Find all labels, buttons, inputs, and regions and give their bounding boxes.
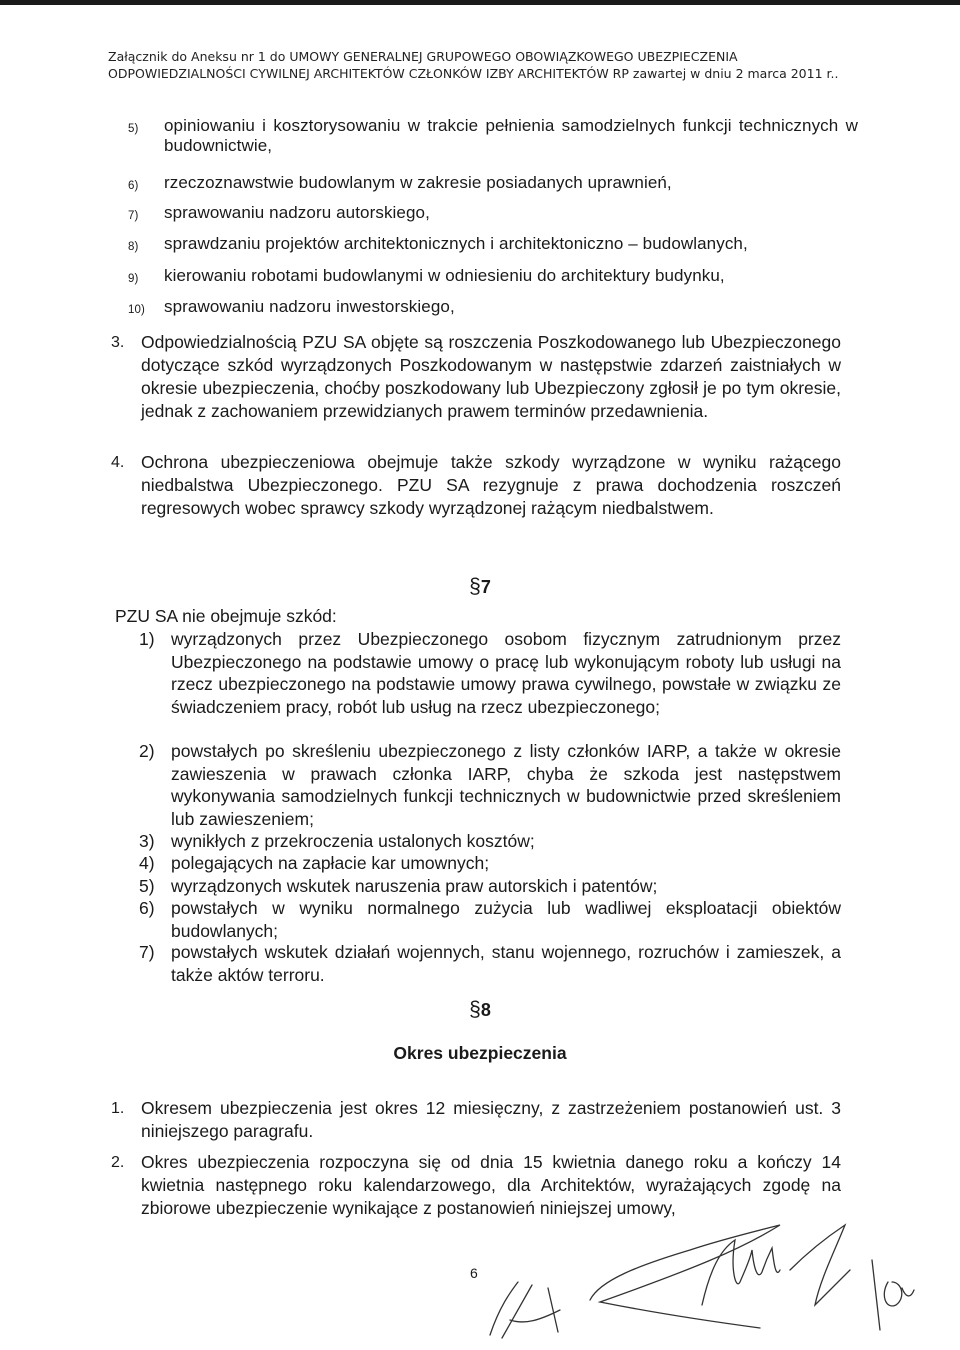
paragraph-text: Okresem ubezpieczenia jest okres 12 miesięczny, z zastrzeżeniem postanowień ust. 3 niniejszego paragrafu. <box>141 1098 841 1141</box>
list-item-text: sprawowaniu nadzoru inwestorskiego, <box>164 297 455 316</box>
list-item <box>115 740 841 830</box>
list-item-number: 4) <box>139 853 155 873</box>
top-border-line <box>0 0 960 5</box>
list-item-text: kierowaniu robotami budowlanymi w odniesieniu do architektury budynku, <box>164 266 725 285</box>
list-item-number: 7) <box>139 942 155 962</box>
list-item-number: 10) <box>128 304 145 316</box>
list-item-number: 2) <box>139 741 155 761</box>
list-item-text: polegających na zapłacie kar umownych; <box>171 853 490 873</box>
paragraph-number: 3. <box>111 334 125 351</box>
list-item-text: sprawdzaniu projektów architektonicznych i architektoniczno – budowlanych, <box>164 234 748 253</box>
list-item-text: sprawowaniu nadzoru autorskiego, <box>164 203 430 222</box>
handwritten-signature <box>440 1210 920 1345</box>
list-item <box>128 116 858 156</box>
list-item <box>128 266 858 286</box>
list-item <box>115 875 841 898</box>
list-item-number: 5) <box>128 123 139 135</box>
list-item-text: powstałych wskutek działań wojennych, stanu wojennego, rozruchów i zamieszek, a także aktów terroru. <box>171 942 841 985</box>
list-item-number: 5) <box>139 876 155 896</box>
section-heading-8 <box>0 998 960 1022</box>
list-item <box>115 941 841 986</box>
list-item <box>115 628 841 718</box>
list-item <box>128 297 858 317</box>
section-number: 7 <box>480 577 491 597</box>
paragraph-text: Odpowiedzialnością PZU SA objęte są roszczenia Poszkodowanego lub Ubezpieczonego dotyczące szkód wyrządzonych Poszkodowanym w następstwie zdarzeń zaistniałych w okresie ubezpieczenia, choćby poszkodowany lub Ubezpieczony zgłosił je po tym okresie, jednak z zachowaniem przewidzianych prawem terminów przedawnienia. <box>141 332 841 421</box>
paragraph-8-1 <box>111 1097 841 1143</box>
paragraph-text: Okres ubezpieczenia rozpoczyna się od dnia 15 kwietnia danego roku a kończy 14 kwietnia następnego roku kalendarzowego, dla Architektów, wyrażających zgodę na zbiorowe ubezpieczenie wynikające z postanowień niniejszej umowy, <box>141 1152 841 1218</box>
list-item-text: wyrządzonych wskutek naruszenia praw autorskich i patentów; <box>171 876 658 896</box>
list-item <box>128 173 858 193</box>
section-heading-7 <box>0 575 960 599</box>
paragraph-number: 4. <box>111 454 125 471</box>
list-item-number: 7) <box>128 210 139 222</box>
paragraph-4 <box>111 451 841 520</box>
list-item <box>115 830 841 853</box>
section-number: 8 <box>480 1000 491 1020</box>
list-item <box>115 852 841 875</box>
list-item-number: 6) <box>139 898 155 918</box>
paragraph-number: 2. <box>111 1154 125 1171</box>
list-item-text: wynikłych z przekroczenia ustalonych kosztów; <box>171 831 535 851</box>
document-header: Załącznik do Aneksu nr 1 do UMOWY GENERALNEJ GRUPOWEGO OBOWIĄZKOWEGO UBEZPIECZENIA ODPOWIEDZIALNOŚCI CYWILNEJ ARCHITEKTÓW CZŁONKÓW IZBY ARCHITEKTÓW RP zawartej w dniu 2 marca 2011 r.. <box>108 49 839 81</box>
paragraph-number: 1. <box>111 1100 125 1117</box>
list-item-number: 3) <box>139 831 155 851</box>
section-symbol: § <box>469 575 481 598</box>
list-item-text: opiniowaniu i kosztorysowaniu w trakcie pełnienia samodzielnych funkcji technicznych w budownictwie, <box>164 116 858 155</box>
list-item-text: powstałych po skreśleniu ubezpieczonego z listy członków IARP, a także w okresie zawieszenia w prawach członka IARP, chyba że szkoda jest następstwem wykonywania samodzielnych funkcji technicznych w budownictwie przed skreśleniem lub zawieszeniem; <box>171 741 841 829</box>
list-item-number: 9) <box>128 273 139 285</box>
list-item-number: 6) <box>128 180 139 192</box>
list-item-number: 8) <box>128 241 139 253</box>
list-item <box>128 234 858 254</box>
page-number: 6 <box>470 1265 478 1281</box>
list-item-number: 1) <box>139 629 155 649</box>
list-item-text: wyrządzonych przez Ubezpieczonego osobom fizycznym zatrudnionym przez Ubezpieczonego na podstawie umowy o pracę lub wykonującym roboty lub usługi na rzecz ubezpieczonego na podstawie umowy prawa cywilnego, powstałe w związku ze świadczeniem pracy, robót lub usług na rzecz ubezpieczonego; <box>171 629 841 717</box>
paragraph-text: Ochrona ubezpieczeniowa obejmuje także szkody wyrządzone w wyniku rażącego niedbalstwa Ubezpieczonego. PZU SA rezygnuje z prawa dochodzenia roszczeń regresowych wobec sprawcy szkody wyrządzonej rażącym niedbalstwem. <box>141 452 841 518</box>
list-item-text: powstałych w wyniku normalnego zużycia lub wadliwej eksploatacji obiektów budowlanych; <box>171 898 841 941</box>
paragraph-3 <box>111 331 841 423</box>
list-item-text: rzeczoznawstwie budowlanym w zakresie posiadanych uprawnień, <box>164 173 672 192</box>
list-item <box>128 203 858 223</box>
section-intro: PZU SA nie obejmuje szkód: <box>115 606 337 626</box>
list-item <box>115 897 841 942</box>
section-symbol: § <box>469 998 481 1021</box>
section-title: Okres ubezpieczenia <box>393 1043 567 1063</box>
